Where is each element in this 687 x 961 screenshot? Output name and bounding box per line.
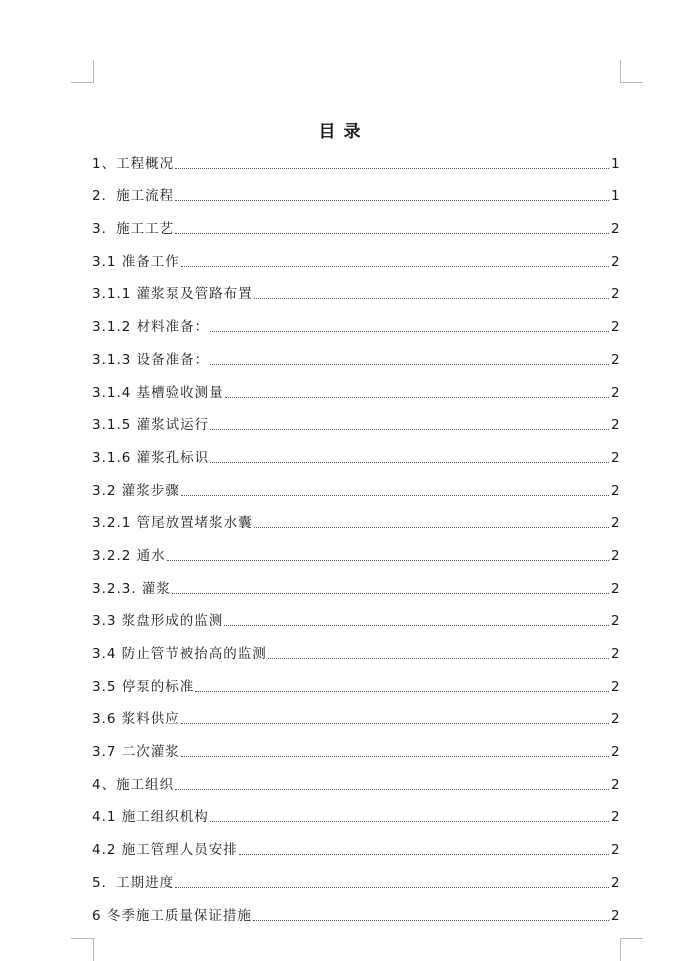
toc-entry-page-number: 2 xyxy=(611,613,620,630)
toc-dot-leader xyxy=(253,920,609,921)
toc-entry[interactable] xyxy=(92,303,619,336)
toc-entry[interactable] xyxy=(92,238,619,271)
toc-entry[interactable] xyxy=(92,402,619,435)
toc-dot-leader xyxy=(172,593,609,594)
table-of-contents xyxy=(92,140,619,925)
toc-dot-leader xyxy=(175,200,609,201)
toc-entry-page-number: 2 xyxy=(611,580,620,597)
toc-entry[interactable] xyxy=(92,794,619,827)
toc-entry-page-number: 2 xyxy=(611,221,620,238)
toc-dot-leader xyxy=(239,854,609,855)
toc-entry-page-number: 2 xyxy=(611,809,620,826)
toc-dot-leader xyxy=(254,527,609,528)
toc-entry-label: 3.7 二次灌浆 xyxy=(92,744,180,761)
toc-entry-label: 1、工程概况 xyxy=(92,155,175,172)
toc-entry-page-number: 2 xyxy=(611,711,620,728)
toc-entry-page-number: 2 xyxy=(611,253,620,270)
toc-entry[interactable] xyxy=(92,500,619,533)
toc-dot-leader xyxy=(210,364,609,365)
toc-entry-label: 3.4 防止管节被抬高的监测 xyxy=(92,646,267,662)
toc-entry-page-number: 2 xyxy=(611,515,620,532)
toc-entry-page-number: 2 xyxy=(611,678,620,695)
toc-entry[interactable] xyxy=(92,892,619,925)
toc-entry[interactable] xyxy=(92,565,619,598)
toc-entry[interactable] xyxy=(92,467,619,500)
toc-entry-label: 3.2 灌浆步骤 xyxy=(92,482,180,499)
toc-entry[interactable] xyxy=(92,205,619,238)
toc-entry-page-number: 2 xyxy=(611,384,620,401)
toc-entry[interactable] xyxy=(92,271,619,304)
toc-entry-page-number: 2 xyxy=(611,547,620,564)
toc-entry-page-number: 2 xyxy=(611,319,620,336)
toc-entry[interactable] xyxy=(92,696,619,729)
toc-entry[interactable] xyxy=(92,859,619,892)
toc-entry[interactable] xyxy=(92,728,619,761)
toc-entry-label: 6 冬季施工质量保证措施 xyxy=(92,907,252,924)
toc-entry-page-number: 2 xyxy=(611,744,620,761)
toc-entry-page-number: 2 xyxy=(611,842,620,859)
toc-entry-label: 4、施工组织 xyxy=(92,776,175,793)
toc-dot-leader xyxy=(210,821,609,822)
crop-mark-top-right xyxy=(620,60,643,83)
toc-entry-label: 3.5 停泵的标准 xyxy=(92,678,195,695)
toc-entry[interactable] xyxy=(92,761,619,794)
toc-entry[interactable] xyxy=(92,532,619,565)
toc-entry[interactable] xyxy=(92,336,619,369)
toc-entry-label: 3.1.5 灌浆试运行 xyxy=(92,417,210,434)
toc-dot-leader xyxy=(210,331,609,332)
toc-title: 目录 xyxy=(318,122,369,142)
toc-entry[interactable] xyxy=(92,369,619,402)
toc-dot-leader xyxy=(175,233,609,234)
toc-entry-label: 2．施工流程 xyxy=(92,188,175,205)
toc-entry-label: 3.1.6 灌浆孔标识 xyxy=(92,449,210,466)
toc-entry-label: 4.1 施工组织机构 xyxy=(92,809,209,826)
toc-entry-label: 3.2.3. 灌浆 xyxy=(92,580,171,597)
toc-entry-page-number: 2 xyxy=(611,482,620,499)
toc-dot-leader xyxy=(225,397,609,398)
toc-entry[interactable] xyxy=(92,434,619,467)
toc-entry-label: 3.1.3 设备准备： xyxy=(92,351,210,368)
toc-entry-page-number: 2 xyxy=(611,907,620,924)
toc-entry-label: 3.1.4 基槽验收测量 xyxy=(92,384,224,401)
toc-entry-page-number: 2 xyxy=(611,776,620,793)
toc-entry-label: 5．工期进度 xyxy=(92,874,175,891)
toc-dot-leader xyxy=(181,723,609,724)
toc-dot-leader xyxy=(181,495,609,496)
toc-entry-label: 3.6 浆料供应 xyxy=(92,711,180,728)
toc-entry-page-number: 2 xyxy=(611,417,620,434)
toc-dot-leader xyxy=(181,266,609,267)
toc-entry-page-number: 2 xyxy=(611,286,620,303)
toc-entry-page-number: 2 xyxy=(611,449,620,466)
toc-entry-page-number: 1 xyxy=(611,155,620,172)
toc-entry-label: 3.3 浆盘形成的监测 xyxy=(92,613,224,630)
toc-entry-page-number: 2 xyxy=(611,874,620,891)
toc-entry-page-number: 1 xyxy=(611,188,620,205)
toc-dot-leader xyxy=(210,462,609,463)
toc-entry-label: 3．施工工艺 xyxy=(92,221,175,238)
toc-entry-label: 4.2 施工管理人员安排 xyxy=(92,842,238,859)
toc-dot-leader xyxy=(224,625,609,626)
toc-entry-label: 3.1.2 材料准备： xyxy=(92,319,210,336)
toc-entry[interactable] xyxy=(92,598,619,631)
toc-dot-leader xyxy=(254,298,609,299)
toc-entry-label: 3.2.1 管尾放置堵浆水囊 xyxy=(92,515,253,532)
crop-mark-bottom-left xyxy=(71,938,94,961)
toc-entry-label: 3.1.1 灌浆泵及管路布置 xyxy=(92,286,253,303)
toc-dot-leader xyxy=(167,560,609,561)
toc-entry-label: 3.2.2 通水 xyxy=(92,547,166,564)
toc-entry[interactable] xyxy=(92,630,619,663)
toc-dot-leader xyxy=(268,658,609,659)
toc-dot-leader xyxy=(175,168,609,169)
toc-dot-leader xyxy=(195,691,609,692)
toc-entry[interactable] xyxy=(92,140,619,173)
toc-dot-leader xyxy=(210,429,609,430)
toc-entry-page-number: 2 xyxy=(611,351,620,368)
toc-dot-leader xyxy=(181,756,609,757)
toc-entry[interactable] xyxy=(92,663,619,696)
toc-dot-leader xyxy=(175,887,609,888)
toc-entry[interactable] xyxy=(92,826,619,859)
toc-entry-label: 3.1 准备工作 xyxy=(92,253,180,270)
crop-mark-top-left xyxy=(71,60,94,83)
toc-entry-page-number: 2 xyxy=(611,646,620,662)
toc-entry[interactable] xyxy=(92,173,619,206)
toc-dot-leader xyxy=(175,789,609,790)
crop-mark-bottom-right xyxy=(620,938,643,961)
